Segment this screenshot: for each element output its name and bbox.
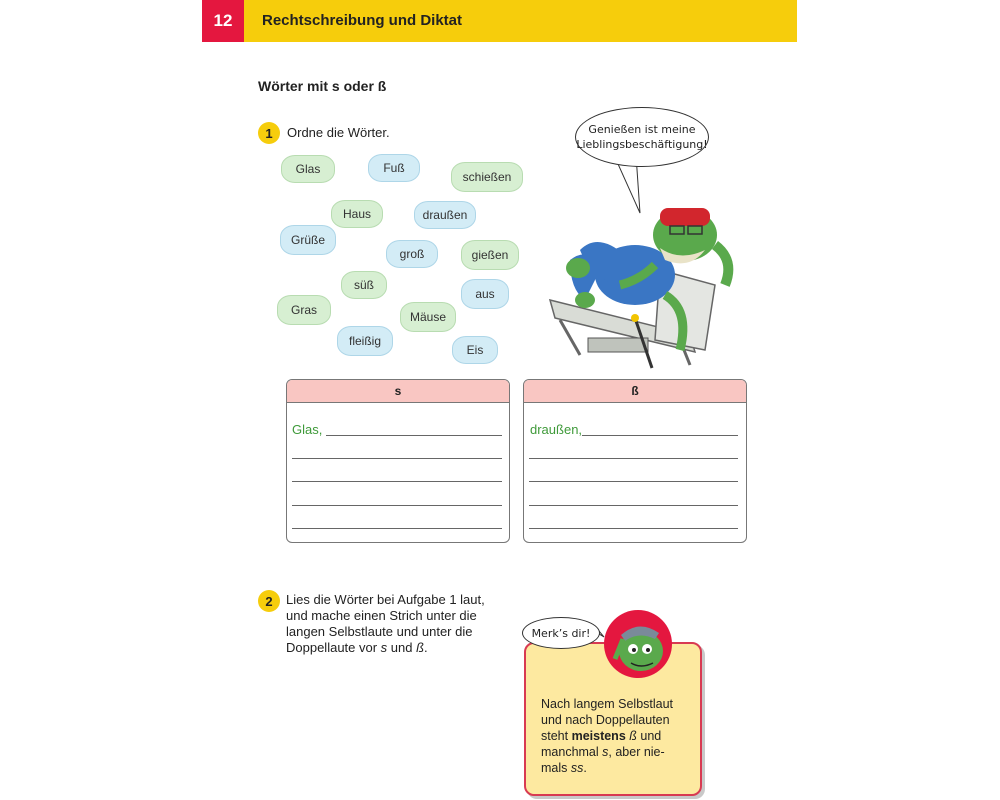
section-title: Wörter mit s oder ß: [258, 78, 387, 94]
word-cloud: draußen: [414, 201, 476, 229]
text: ß: [416, 640, 425, 655]
text: , aber nie-: [608, 745, 665, 759]
answer-line[interactable]: [529, 528, 738, 529]
text: s: [602, 745, 609, 759]
table-sz-header: ß: [524, 380, 746, 403]
word-cloud: gießen: [461, 240, 519, 270]
table-s-header: s: [287, 380, 509, 403]
frog-avatar: [603, 609, 673, 679]
word-cloud: Glas: [281, 155, 335, 183]
answer-line[interactable]: [529, 481, 738, 482]
text: mals: [541, 761, 571, 775]
merk-line: Nach langem Selbstlaut: [541, 697, 674, 711]
table-s: [286, 379, 510, 543]
table-sz-example: draußen,: [530, 422, 583, 437]
answer-line[interactable]: [582, 435, 738, 436]
answer-line[interactable]: [292, 481, 502, 482]
answer-line[interactable]: [292, 528, 502, 529]
merk-line: [541, 728, 691, 744]
answer-line[interactable]: [529, 505, 738, 506]
task-2-line: langen Selbstlaute und unter die: [286, 624, 473, 639]
text: s: [380, 640, 388, 655]
text: ss: [570, 761, 584, 775]
word-cloud: Gras: [277, 295, 331, 325]
word-cloud: Eis: [452, 336, 498, 364]
task-2-badge: 2: [258, 590, 280, 612]
task-2-line: [286, 640, 516, 656]
text: ß: [629, 729, 637, 743]
word-cloud: aus: [461, 279, 509, 309]
task-2-instruction: [286, 592, 516, 656]
table-sz: [523, 379, 747, 543]
table-s-example: Glas,: [292, 422, 323, 437]
text: .: [583, 761, 587, 775]
word-cloud: fleißig: [337, 326, 393, 356]
word-cloud: Mäuse: [400, 302, 456, 332]
merk-line: [541, 760, 691, 776]
text: .: [424, 640, 428, 655]
word-cloud: süß: [341, 271, 387, 299]
text: meistens: [571, 729, 626, 743]
answer-line[interactable]: [292, 458, 502, 459]
text: Doppellaute vor: [286, 640, 381, 655]
text: und: [636, 729, 662, 743]
answer-line[interactable]: [292, 505, 502, 506]
word-cloud: schießen: [451, 162, 523, 192]
frog-deckchair-illustration: [540, 190, 755, 370]
task-1-badge: 1: [258, 122, 280, 144]
task-2-line: und mache einen Strich unter die: [286, 608, 477, 623]
text: manchmal: [541, 745, 603, 759]
text: steht: [541, 729, 572, 743]
merk-line: und nach Doppellauten: [541, 713, 670, 727]
task-1-instruction: Ordne die Wörter.: [287, 125, 390, 140]
merk-line: [541, 744, 691, 760]
answer-line[interactable]: [529, 458, 738, 459]
speech-line-2: Lieblingsbeschäftigung!: [576, 138, 708, 151]
speech-bubble: [575, 107, 709, 167]
text: und: [387, 640, 417, 655]
word-cloud: groß: [386, 240, 438, 268]
task-2-line: Lies die Wörter bei Aufgabe 1 laut,: [286, 592, 485, 607]
word-cloud: Haus: [331, 200, 383, 228]
merk-text: [541, 696, 691, 776]
word-cloud: Fuß: [368, 154, 420, 182]
word-cloud: Grüße: [280, 225, 336, 255]
speech-line-1: Genießen ist meine: [588, 123, 696, 136]
merk-speech-bubble: Merk’s dir!: [522, 617, 600, 649]
answer-line[interactable]: [326, 435, 502, 436]
page-title: Rechtschreibung und Diktat: [262, 12, 463, 29]
page-number: 12: [202, 0, 244, 42]
